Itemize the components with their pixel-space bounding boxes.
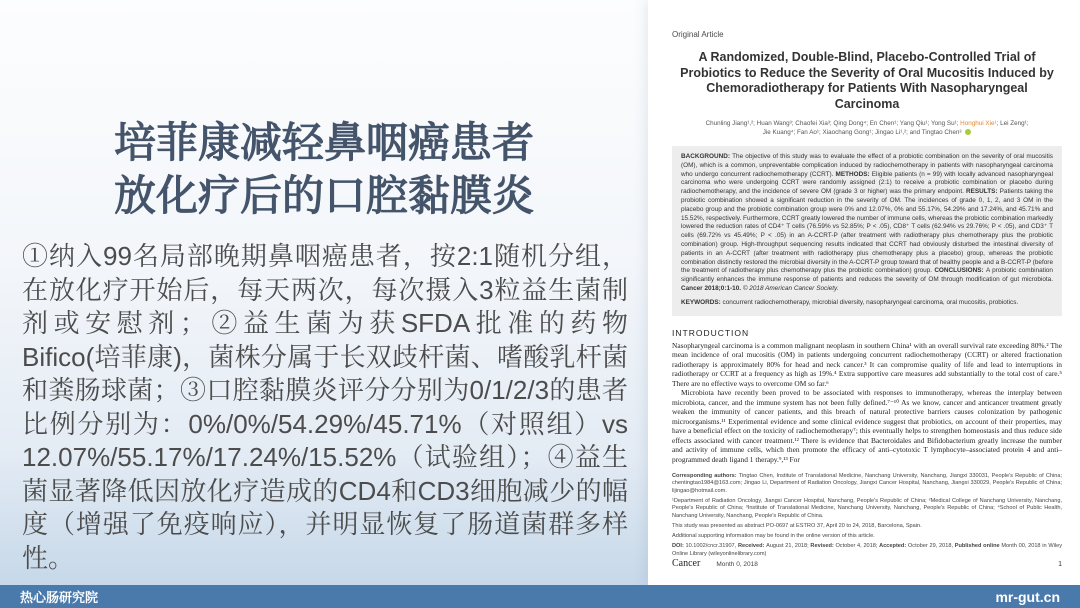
affiliations-note: ¹Department of Radiation Oncology, Jiangxi Cancer Hospital, Nanchang, People's Republic of China; ²Medical College of Nanchang University, Nanchang, People's Republic of China; ³Institute of Translational Medicine, Nanchang University, Nanchang, People's Republic of China; ⁴School of Public Health, Nanchang University, Nanchang, People's Republic of China.	[672, 497, 1062, 519]
brand-site-url: mr-gut.cn	[995, 588, 1060, 605]
introduction-heading: INTRODUCTION	[672, 327, 750, 338]
slide-title-line1: 培菲康减轻鼻咽癌患者	[113, 119, 534, 166]
paper-page	[648, 0, 1080, 585]
abstract-text: BACKGROUND: The objective of this study was to evaluate the effect of a probiotic combination on the severity of oral mucositis (OM), which is a common, unpreventable complication induced by radiochemotherapy in patients with nasopharyngeal carcinoma who undergo concurrent radiochemotherapy (CCRT). METHODS: Eligible patients (n = 99) with locally advanced nasopharyngeal carcinoma who were undergoing CCRT were randomly assigned (2:1) to receive a probiotic combination or placebo during radiochemotherapy, and the incidence of severe OM (grade 3 or higher) was the primary endpoint. RESULTS: Patients taking the probiotic combination showed a significant reduction in the severity of OM. The incidences of grade 0, 1, 2, and 3 OM in the placebo group and the probiotic combination group were 0% and 12.07%, 0% and 55.17%, 54.29% and 17.24%, and 45.71% and 15.52%, respectively. Furthermore, CCRT greatly lowered the number of immune cells, whereas the probiotic combination markedly lowered the reduction rates of CD4⁺ T cells (76.59% vs 52.85%; P < .05), CD8⁺ T cells (62.94% vs 29.76%; P < .05), and CD3⁺ T cells (69.72% vs 45.49%; P < .05) in an A-CCRT-P (after treatment with radiotherapy plus chemotherapy plus the probiotic combination) group. High-throughput sequencing results indicated that CCRT had obviously disturbed the intestinal diversity of patients in an A-CCRT (after treatment with radiotherapy plus chemotherapy plus a placebo) group, whereas the probiotic combination distinctly restored the microbial diversity in the A-CCRT-P group toward that of healthy people and a B-CCRT-P (before the treatment of radiotherapy plus chemotherapy plus the probiotic combination) group. CONCLUSIONS: A probiotic combination significantly enhances the immune response of patients and reduces the severity of OM through modification of gut microbiota. Cancer 2018;0:1-10. © 2018 American Cancer Society.	[681, 153, 1053, 292]
paper-title: A Randomized, Double-Blind, Placebo-Controlled Trial of Probiotics to Reduce the Severity of Oral Mucositis Induced by Chemoradiotherapy for Patients With Nasopharyngeal Carcinoma	[680, 50, 1054, 111]
introduction-paragraph-1: Nasopharyngeal carcinoma is a common malignant neoplasm in southern China¹ with an overall survival rate exceeding 80%.² The mean incidence of oral mucositis (OM) in patients undergoing concurrent radiochemotherapy (CCRT) or altered fractionation radiotherapy is approximately 80% for head and neck cancer.³ It can compromise quality of life and lead to interruptions in radiotherapy or CCRT at a frequency as high as 19%.⁴ Extra supportive care measures add substantially to the total cost of care.⁵ There are no effective ways to overcome OM so far.⁶	[672, 340, 1062, 388]
brand-name: 热心肠研究院	[20, 590, 99, 605]
orcid-icon	[965, 129, 971, 135]
paper-footer	[672, 558, 1062, 569]
paper-authors	[672, 119, 1062, 137]
summary-text: ①纳入99名局部晚期鼻咽癌患者，按2:1随机分组，在放化疗开始后，每天两次，每次摄入3粒益生菌制剂或安慰剂；②益生菌为获SFDA批准的药物Bifico(培菲康)，菌株分属于长双歧杆菌、嗜酸乳杆菌和粪肠球菌；③口腔黏膜炎评分分别为0/1/2/3的患者比例分别为：0%/0%/54.29%/45.71%（对照组）vs 12.07%/55.17%/17.24%/15.52%（试验组）；④益生菌显著降低因放化疗造成的CD4和CD3细胞减少的幅度（增强了免疫响应），并明显恢复了肠道菌群多样性。	[22, 241, 628, 573]
slide-title-line2: 放化疗后的口腔黏膜炎	[113, 172, 534, 219]
journal-logo: Cancer	[672, 558, 701, 569]
introduction-paragraph-2: Microbiota have recently been proved to be associated with responses to immunotherapy, whereas the interplay between microbiota, cancer, and the immune system has not been fully defined.⁷⁻¹⁰ As we know, cancer and anticancer treatment greatly weaken the immunity of cancer patients, and this breach of natural protective barriers causes colonization by pathogenic microorganisms.¹¹ Experimental evidence and some clinical evidence suggest that probiotics, on account of their properties, may have a beneficial effect on the toxicity of radiochemotherapy⁷; this eventually helps to strengthen homeostasis and thus reduce side effects associated with cancer treatment.¹² There is evidence that Bacteroidales and Bifidobacterium greatly increase the number and activity of immune cells, which then promote the efficacy of anti–cytotoxic T lymphocyte–associated protein 4 and anti–programmed death ligand 1 therapy.⁹,¹³ For	[672, 388, 1062, 464]
page-number: 1	[1058, 561, 1062, 568]
brand-bar	[0, 585, 1080, 608]
conference-note: This study was presented as abstract PO-0697 at ESTRO 37, April 20 to 24, 2018, Barcelona, Spain.	[672, 522, 922, 529]
supporting-info-note: Additional supporting information may be found in the online version of this article.	[672, 533, 875, 540]
article-type-label: Original Article	[672, 30, 724, 39]
authors-line1: Chunling Jiang¹,²; Huan Wang³; Chaofei Xia³; Qing Dong⁴; En Chen¹; Yang Qiu¹; Yong Su¹; Honghui Xie¹; Lei Zeng¹;	[705, 120, 1029, 127]
corresponding-authors-note: Corresponding authors: Tingtao Chen, Institute of Translational Medicine, Nanchang University, Nanchang, Jiangxi 330031, People's Republic of China; chentingtao1984@163.com; Jingao Li, Department of Radiation Oncology, Jiangxi Cancer Hospital, Nanchang, Jiangxi 330029, People's Republic of China; lijingao@hotmail.com.	[672, 473, 1063, 494]
keywords-line: KEYWORDS: concurrent radiochemotherapy, microbial diversity, nasopharyngeal carcinoma, oral mucositis, probiotics.	[681, 298, 1019, 306]
issue-date: Month 0, 2018	[716, 561, 758, 568]
abstract-box	[672, 146, 1062, 316]
doi-line: DOI: 10.1002/cncr.31907, Received: August 21, 2018; Revised: October 4, 2018; Accepted: October 29, 2018, Published online Month 00, 2018 in Wiley Online Library (wileyonlinelibrary.com)	[672, 543, 1062, 557]
authors-line2: Jie Kuang⁴; Fan Ao¹; Xiaochang Gong¹; Jingao Li¹,²; and Tingtao Chen³	[762, 129, 964, 136]
slide-title	[0, 116, 648, 222]
